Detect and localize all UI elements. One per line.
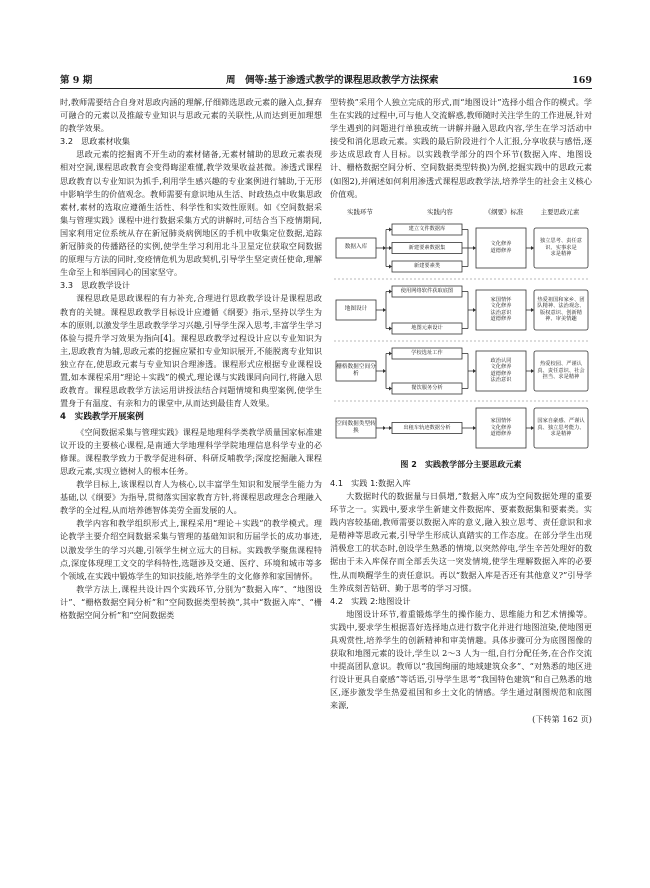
stage-label: 数据入库 bbox=[344, 244, 368, 251]
arrow-head bbox=[531, 308, 534, 312]
figure-column-header: 《纲要》标准 bbox=[484, 207, 524, 216]
stage-label: 栅格数据空间分析 bbox=[336, 363, 376, 377]
paragraph: 型转换”采用个人独立完成的形式,而“地图设计”选择小组合作的模式。学生在实践的过程中,可与他人交流解惑,教师随时关注学生的工作进展,针对学生遇到的问题进行单独或统一讲解并融入思政内容,学生在学习活动中接受和消化思政元素。实践的最后阶段进行个人汇报,分享收获与感悟,逐步达成思政育人目标。以实践教学部分的四个环节(数据入库、地图设计、栅格数据空间分析、空间数据类型转换)为例,挖掘实践中的思政元素(如图2),并阐述如何利用渗透式课程思政教学法,培养学生的社会主义核心价值观。 bbox=[330, 97, 592, 199]
section-heading-4-2: 4.2 实践 2:地图设计 bbox=[330, 595, 411, 606]
section-heading-4: 4 实践教学开展案例 bbox=[60, 412, 144, 423]
figure-column-header: 主要思政元素 bbox=[540, 207, 580, 216]
figure-column-header: 实践内容 bbox=[427, 207, 453, 216]
standard-label: 文化修养 道德修养 bbox=[490, 241, 512, 254]
paragraph: 思政元素的挖掘离不开生动的素材储备,无素材辅助的思政元素表现相对空洞,课程思政教育会变得晦涩难懂,教学效果收益甚微。渗透式课程思政教育以专业知识为抓手,利用学生感兴趣的专业案例进行辅助,于无形中影响学生的价值观念。教师需要有意识地从生活、时政热点中收集思政素材,素材的选取应遵循生活性、科学性和实效性原则。如《空间数据采集与管理实践》课程中进行数据采集方式的讲解时,可结合当下疫情期间,国家利用定位系统从存在新冠肺炎病例地区的手机中收集定位数据,追踪新冠肺炎的传播路径的实例,使学生学习利用北斗卫星定位获取空间数据的原理与方法的同时,变疫情危机为思政契机,引导学生坚定责任使命,理解生命至上和举国同心的国家坚守。 bbox=[60, 149, 322, 278]
section-heading-3-3: 3.3 思政教学设计 bbox=[60, 280, 131, 291]
content-label: 餐饮服务分析 bbox=[411, 385, 443, 392]
section-heading-3-2: 3.2 思政素材收集 bbox=[60, 136, 131, 147]
content-label: 使用网络软件获取底图 bbox=[400, 288, 454, 295]
paragraph: 时,教师需要结合自身对思政内涵的理解,仔细筛选思政元素的融入点,摒弃可融合的元素以及推敲专业知识与思政元素的关联性,从而达到更加理想的教学效果。 bbox=[60, 97, 322, 134]
arrow-head bbox=[531, 426, 534, 430]
left-column bbox=[60, 96, 322, 622]
element-label: 独立思考、责任意识、实事求是 求是精神 bbox=[540, 238, 582, 257]
content-label: 新建要素类 bbox=[413, 263, 441, 270]
stage-label: 地图设计 bbox=[344, 306, 368, 313]
header-rule bbox=[60, 88, 592, 89]
content-label: 地图元素设计 bbox=[411, 325, 443, 332]
page-number: 169 bbox=[572, 75, 592, 86]
right-column bbox=[330, 96, 592, 726]
arrow-head bbox=[383, 308, 386, 312]
running-header bbox=[60, 74, 592, 86]
standard-label: 政治认同 文化修养 道德修养 法治意识 bbox=[490, 357, 512, 384]
figure-column-header: 实践环节 bbox=[347, 207, 373, 216]
issue-label: 第 9 期 bbox=[60, 75, 93, 86]
paragraph: 教学目标上,该课程以育人为核心,以丰富学生知识和发展学生能力为基础,以《纲要》为指导,贯彻落实国家教育方针,将课程思政理念合理融入教学的全过程,从而培养德智体美劳全面发展的人。 bbox=[60, 479, 322, 516]
continued-note: (下转第 162 页) bbox=[532, 713, 592, 724]
standard-label: 家国情怀 文化修养 法治意识 道德修养 bbox=[490, 296, 512, 323]
paragraph: 地图设计环节,着重锻炼学生的操作能力、思维能力和艺术情操等。实践中,要求学生根据喜好选择地点进行数字化并进行地图渲染,使地图更具观赏性,培养学生的创新精神和审美情趣。具体步骤可分为底图图像的获取和地图元素的设计,学生以 2～3 人为一组,自行分配任务,在合作交流中提高团队意识。教师以“我国绚丽的地域建筑众多”、“对熟悉的地区进行设计更具自豪感”等话语,引导学生思考“我国特色建筑”和自己熟悉的地区,逐步激发学生热爱祖国和乡土文化的情感。学生通过制图规范和底图来源, bbox=[330, 608, 592, 711]
standard-label: 家国情怀 文化修养 道德修养 bbox=[490, 418, 512, 437]
content-label: 学校选址工作 bbox=[411, 350, 443, 357]
element-label: 热爱祖国和家乡、团队精神、法治观念、版权意识、创新精神、审美情趣 bbox=[537, 296, 585, 323]
paragraph: 课程思政是思政课程的有力补充,合理进行思政教学设计是课程思政教育的关键。课程思政教学目标设计应遵循《纲要》指示,坚持以学生为本的原则,以激发学生思政教学学习兴趣,引导学生深入思考,丰富学生学习体验与提升学习效果为指向[4]。课程思政教学过程设计应以专业知识为主,思政教育为辅,思政元素的挖掘应紧扣专业知识展开,不能脱离专业知识独立存在,使思政元素与专业知识合理渗透。课程形式应根据专业课程设置,如本课程采用“理论＋实践”的模式,理论课与实践课同向同行,将融入思政教育。课程思政教学方法运用讲授法结合问题情境和典型案例,使学生置身于有温度、有亲和力的课堂中,从而达到最佳育人效果。 bbox=[60, 293, 322, 409]
paragraph: 教学方法上,课程共设计四个实践环节,分别为“数据入库”、“地图设计”、“栅格数据空间分析”和“空间数据类型转换”,其中“数据入库”、“栅格数据空间分析”和“空间数据类 bbox=[60, 583, 322, 620]
content-label: 出租车轨迹数据分析 bbox=[403, 424, 451, 431]
paragraph: 《空间数据采集与管理实践》课程是地理科学类教学质量国家标准建议开设的主要核心课程,是南通大学地理科学学院地理信息科学专业的必修课。课程教学致力于教学促进科研、科研反哺教学;深度挖掘融入课程思政元素,实现立德树人的根本任务。 bbox=[60, 426, 322, 476]
content-label: 建立文件数据库 bbox=[408, 226, 446, 233]
paragraph: 教学内容和教学组织形式上,课程采用“理论＋实践”的教学模式。理论教学主要介绍空间数据采集与管理的基础知识和历届学长的成功事迹,以激发学生的学习兴趣,引领学生树立远大的目标。实践教学聚焦课程特点,深度体现理工文交的学科特性,选题涉及交通、医疗、环境和城市等多个领域,在实践中锻炼学生的知识技能,培养学生的文化修养和家国情怀。 bbox=[60, 518, 322, 581]
paragraph: 大数据时代的数据量与日俱增,“数据入库”成为空间数据处理的重要环节之一。实践中,要求学生新建文件数据库、要素数据集和要素类。实践内容较基础,教师需要以数据入库的意义,融入独立思考、责任意识和求是精神等思政元素,引导学生形成认真踏实的工作态度。在部分学生出现消极怠工的状态时,创设学生熟悉的情境,以突然停电,学生辛苦处理好的数据由于未入库保存而全部丢失这一突发情境,使学生理解数据入库的必要性,从而唤醒学生的责任意识。再以“数据入库是否还有其他意义?”引导学生养成刻苦钻研、勤于思考的学习习惯。 bbox=[330, 490, 592, 593]
figure-2-diagram bbox=[330, 204, 592, 456]
element-label: 热爱校园、严谨认真、责任意识、社会担当、求是精神 bbox=[537, 361, 585, 380]
arrow-head bbox=[383, 369, 386, 373]
element-label: 国家自豪感、严谨认真、独立思考能力、求是精神 bbox=[537, 418, 585, 437]
arrow-head bbox=[531, 246, 534, 250]
content-label: 新建要素数据集 bbox=[408, 244, 446, 251]
arrow-head bbox=[383, 426, 386, 430]
section-heading-4-1: 4.1 实践 1:数据入库 bbox=[330, 477, 411, 488]
arrow-head bbox=[531, 369, 534, 373]
figure-caption: 图 2 实践教学部分主要思政元素 bbox=[400, 459, 522, 469]
arrow-head bbox=[383, 246, 386, 250]
running-title: 周 倜等:基于渗透式教学的课程思政教学方法探索 bbox=[225, 75, 439, 86]
stage-label: 空间数据类型转换 bbox=[336, 420, 376, 434]
